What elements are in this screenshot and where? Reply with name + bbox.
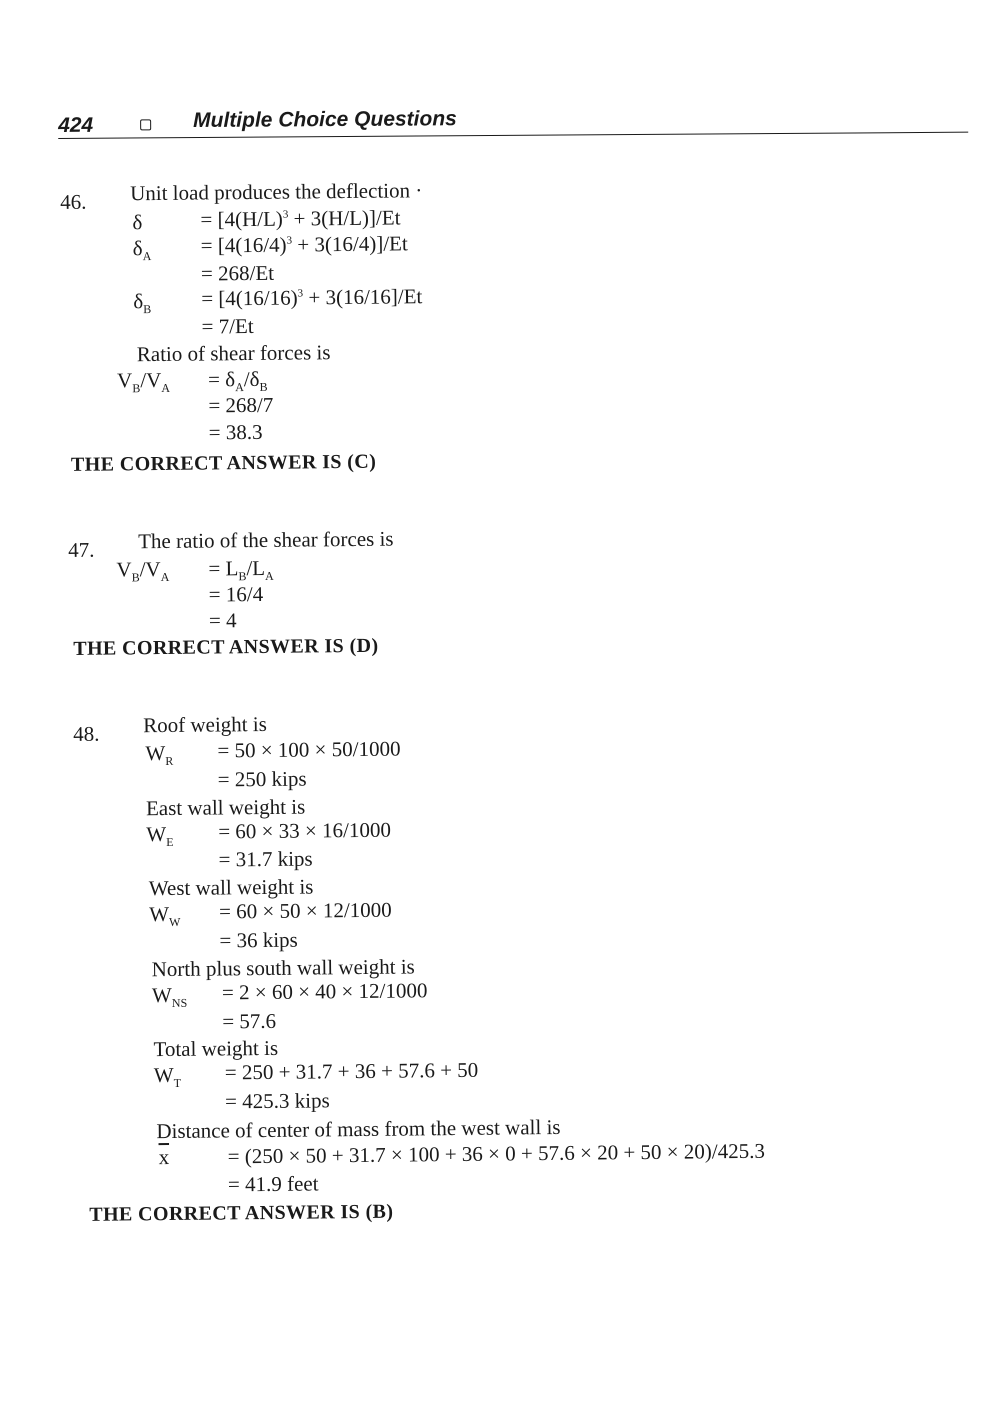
solution-text: North plus south wall weight is bbox=[151, 954, 415, 982]
symbol-delta: δ bbox=[132, 210, 143, 235]
solution-text: The ratio of the shear forces is bbox=[138, 526, 394, 554]
equation-result: = 250 kips bbox=[217, 766, 307, 792]
equation-result: = 425.3 kips bbox=[224, 1088, 330, 1114]
symbol-w: $W_T$ bbox=[153, 1062, 182, 1090]
symbol-w: $W_{NS}$ bbox=[151, 982, 188, 1010]
equation: = $\delta_A/\delta_B$ bbox=[207, 366, 268, 395]
symbol-w: $W_W$ bbox=[148, 902, 181, 930]
equation-result: = 36 kips bbox=[219, 927, 298, 953]
solution-text: Total weight is bbox=[153, 1035, 279, 1062]
equation-result: = 268/Et bbox=[200, 260, 275, 286]
answer-line: THE CORRECT ANSWER IS (D) bbox=[73, 634, 379, 660]
equation: = 250 + 31.7 + 36 + 57.6 + 50 bbox=[224, 1057, 479, 1085]
question-number: 47. bbox=[68, 537, 95, 562]
running-title: Multiple Choice Questions bbox=[193, 107, 457, 133]
equation: = 2 × 60 × 40 × 12/1000 bbox=[221, 978, 428, 1005]
equation-result: = 31.7 kips bbox=[218, 846, 313, 872]
ratio-lhs: $V_B/V_A$ bbox=[116, 557, 170, 585]
symbol-delta-b: $\delta_B$ bbox=[133, 289, 152, 317]
equation-result: = 57.6 bbox=[222, 1008, 277, 1034]
equation-result: = 41.9 feet bbox=[227, 1171, 319, 1197]
equation-result: = 4 bbox=[208, 608, 237, 633]
equation-result: = 16/4 bbox=[208, 581, 264, 607]
equation: = (250 × 50 + 31.7 × 100 + 36 × 0 + 57.6 × 20 + 50 × 20)/425.3 bbox=[227, 1138, 766, 1169]
page-header bbox=[58, 98, 968, 136]
solution-text: West wall weight is bbox=[148, 874, 314, 901]
equation: = 60 × 50 × 12/1000 bbox=[218, 897, 392, 924]
equation: = 60 × 33 × 16/1000 bbox=[218, 817, 392, 844]
ratio-lhs: $V_B/V_A$ bbox=[116, 367, 171, 396]
equation-result: = 7/Et bbox=[201, 313, 254, 339]
answer-line: THE CORRECT ANSWER IS (B) bbox=[89, 1200, 394, 1226]
solution-text: Unit load produces the deflection · bbox=[130, 178, 423, 206]
square-bullet-icon bbox=[140, 119, 151, 130]
solution-text: Ratio of shear forces is bbox=[136, 340, 331, 367]
page-number: 424 bbox=[58, 113, 94, 137]
symbol-w: $W_R$ bbox=[145, 741, 174, 769]
equation: = 50 × 100 × 50/1000 bbox=[217, 736, 401, 763]
equation: = [$4(16/16)^3 + 3(16/16]/Et$ bbox=[201, 284, 423, 311]
solution-text: Roof weight is bbox=[143, 711, 267, 738]
equation: = $L_B/L_A$ bbox=[208, 555, 274, 584]
symbol-w: $W_E$ bbox=[146, 822, 174, 850]
equation: = $[4(H/L)^3 + 3(H/L)]/Et$ bbox=[200, 205, 401, 232]
answer-line: THE CORRECT ANSWER IS (C) bbox=[70, 450, 377, 476]
symbol-x-bar: $\overline{x}$ bbox=[158, 1145, 170, 1170]
equation-result: = 268/7 bbox=[208, 392, 274, 418]
solution-text: East wall weight is bbox=[145, 794, 306, 821]
solution-text: Distance of center of mass from the west wall is bbox=[156, 1114, 561, 1144]
equation-result: = 38.3 bbox=[208, 419, 263, 445]
equation: = $[4(16/4)^3 + 3(16/4)]/Et$ bbox=[200, 231, 408, 258]
question-number: 46. bbox=[60, 189, 87, 214]
symbol-delta-a: $\delta_A$ bbox=[132, 236, 152, 264]
question-number: 48. bbox=[73, 721, 100, 746]
